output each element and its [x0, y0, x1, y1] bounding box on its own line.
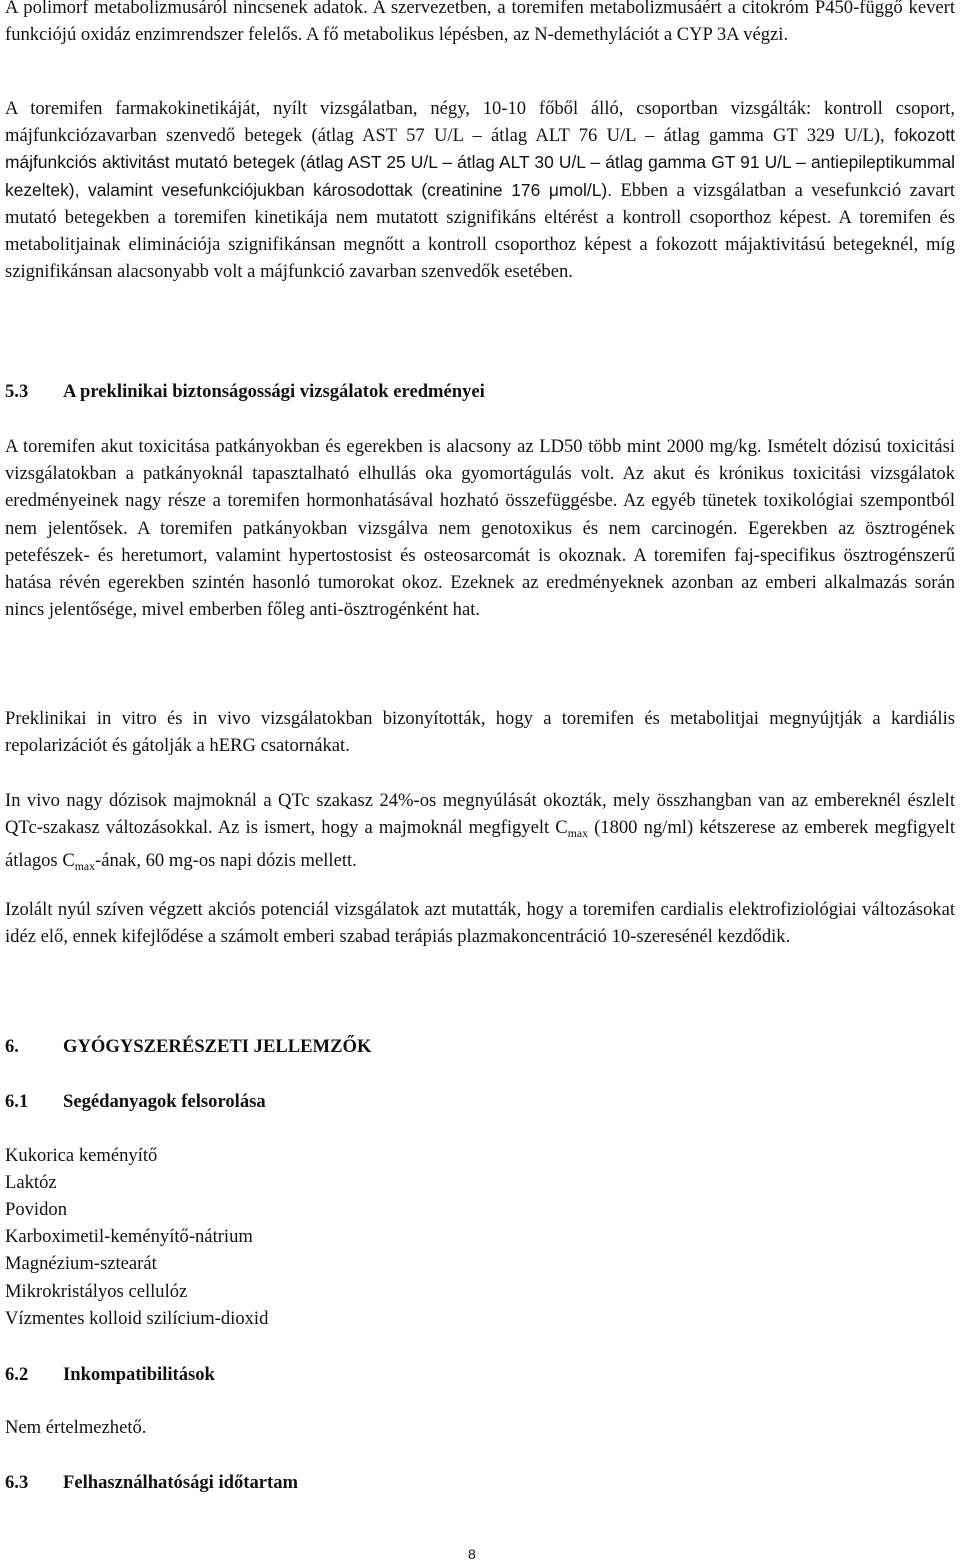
- excipient-item: Karboximetil-keményítő-nátrium: [5, 1226, 253, 1247]
- pharmacokinetics-text-part2: fokozott májfunkciós aktivitást mutató betegek (átlag AST 25 U/L – átlag ALT 30 U/L – átlag gamma GT 91 U/L – antiepileptikummal kezeltek), valamint vesefunkciójukban károsodottak (creatinine 176 μmol/L).: [5, 125, 956, 200]
- metabolism-paragraph: A polimorf metabolizmusáról nincsenek adatok. A szervezetben, a toremifen metabolizmusáért a citokróm P450-függő kevert funkciójú oxidáz enzimrendszer felelős. A fő metabolikus lépésben, az N-demethylációt a CYP 3A végzi.: [5, 0, 955, 46]
- section-title-6-3: Felhasználhatósági időtartam: [63, 1472, 299, 1493]
- section-heading-6: [5, 1033, 371, 1060]
- pharmacokinetics-text-part3: Ebben a vizsgálatban a vesefunkció zavart mutató betegekben a toremifen kinetikája nem mutatott szignifikáns eltérést a kontroll csoporthoz képest. A toremifen és metabolitjainak eliminációja szignifikánsan megnőtt a kontroll csoporthoz képest a fokozott májaktivitású betegeknél, míg szignifikánsan alacsonyabb volt a májfunkció zavarban szenvedők esetében.: [5, 179, 955, 283]
- pharmacokinetics-paragraph: [5, 95, 955, 285]
- page-number: 8: [468, 1546, 476, 1562]
- cmax-subscript: max: [567, 826, 588, 841]
- section-title-6: GYÓGYSZERÉSZETI JELLEMZŐK: [63, 1036, 372, 1057]
- section-number-5-3: 5.3: [5, 381, 29, 402]
- section-number-6-2: 6.2: [5, 1364, 29, 1385]
- section-title-5-3: A preklinikai biztonságossági vizsgálatok eredményei: [63, 381, 485, 402]
- qtc-paragraph: [5, 787, 955, 881]
- section-heading-6-1: [5, 1088, 266, 1115]
- section-heading-6-2: [5, 1361, 215, 1388]
- excipient-item: Laktóz: [5, 1172, 57, 1193]
- cmax-subscript: max: [74, 859, 96, 874]
- qtc-text-end: -ának, 60 mg-os napi dózis mellett.: [95, 850, 357, 872]
- herg-paragraph: Preklinikai in vitro és in vivo vizsgálatokban bizonyították, hogy a toremifen és metabolitjai megnyújtják a kardiális repolarizációt és gátolják a hERG csatornákat.: [5, 708, 955, 757]
- qtc-text-middle: (1800 ng/ml) kétszerese az emberek megfigyelt átlagos C: [5, 817, 955, 872]
- incompatibilities-text: Nem értelmezhető.: [5, 1417, 147, 1438]
- excipient-item: Kukorica keményítő: [5, 1145, 158, 1166]
- section-heading-6-3: [5, 1469, 298, 1496]
- pharmacokinetics-text-part1: A toremifen farmakokinetikáját, nyílt vizsgálatban, négy, 10-10 főből álló, csoportban vizsgálták: kontroll csoport, májfunkciózavarban szenvedő betegek (átlag AST 57 U/L – átlag ALT 76 U/L – átlag gamma GT 329 U/L),: [5, 98, 955, 147]
- qtc-text-start: In vivo nagy dózisok majmoknál a QTc szakasz 24%-os megnyúlását okozták, mely összhangban van az embereknél észlelt QTc-szakasz változásokkal. Az is ismert, hogy a majmoknál megfigyelt C: [5, 790, 955, 839]
- section-title-6-2: Inkompatibilitások: [63, 1364, 215, 1385]
- excipient-item: Magnézium-sztearát: [5, 1253, 157, 1274]
- excipient-item: Povidon: [5, 1199, 67, 1220]
- toxicity-paragraph: A toremifen akut toxicitása patkányokban és egerekben is alacsony az LD50 több mint 2000 mg/kg. Ismételt dózisú toxicitási vizsgálatokban a patkányoknál tapasztalható elhullás oka gyomortágulás volt. Az akut és krónikus toxicitási vizsgálatok eredményeinek nagy része a toremifen hormonhatásával hozható összefüggésbe. Az egyéb tünetek toxikológiai szempontból nem jelentősek. A toremifen patkányokban vizsgálva nem genotoxikus és nem carcinogén. Egerekben az ösztrogének petefészek- és heretumort, valamint hypertostosist és osteosarcomát is okoznak. A toremifen faj-specifikus ösztrogénszerű hatása révén egerekben szintén hasonló tumorokat okoz. Ezeknek az eredményeknek azonban az emberi alkalmazás során nincs jelentősége, mivel emberben főleg anti-ösztrogénként hat.: [5, 436, 955, 621]
- section-number-6-3: 6.3: [5, 1472, 29, 1493]
- excipient-item: Mikrokristályos cellulóz: [5, 1281, 188, 1302]
- section-heading-5-3: [5, 378, 485, 405]
- excipient-item: Vízmentes kolloid szilícium-dioxid: [5, 1308, 269, 1329]
- section-title-6-1: Segédanyagok felsorolása: [63, 1091, 266, 1112]
- section-number-6-1: 6.1: [5, 1091, 29, 1112]
- section-number-6: 6.: [5, 1036, 19, 1057]
- rabbit-heart-paragraph: Izolált nyúl szíven végzett akciós potenciál vizsgálatok azt mutatták, hogy a toremifen cardialis elektrofiziológiai változásokat idéz elő, ennek kifejlődése a számolt emberi szabad terápiás plazmakoncentráció 10-szeresénél kezdődik.: [5, 899, 955, 948]
